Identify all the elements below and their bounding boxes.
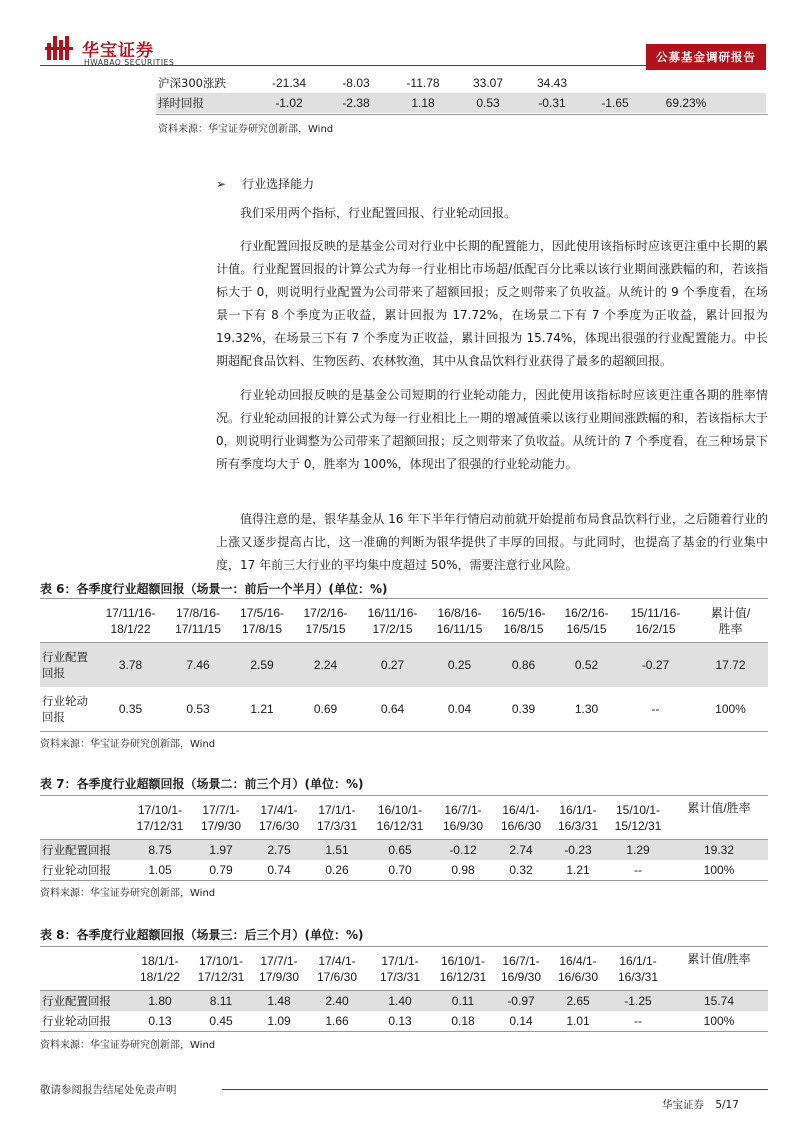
column-header: 17/7/1- 17/9/30 (250, 947, 308, 991)
page-header (0, 0, 800, 75)
table-cell: 100% (703, 862, 735, 877)
footer-company: 华宝证券 (662, 1099, 704, 1111)
table-cell: 2.40 (308, 991, 366, 1011)
column-header: 15/10/1- 15/12/31 (606, 796, 670, 840)
section-heading-text: 行业选择能力 (242, 177, 315, 191)
table-cell: 69.23% (646, 93, 726, 113)
table-cell: 19.32 (670, 840, 768, 860)
table-cell: 2.59 (231, 643, 293, 687)
column-header: 17/10/1- 17/12/31 (128, 796, 192, 840)
table-cell: 0.70 (388, 862, 412, 877)
column-header: 累计值/ 胜率 (693, 599, 768, 643)
table-row (40, 643, 768, 687)
source-note: 资料来源：华宝证券研究创新部，Wind (40, 1040, 216, 1051)
table-row (156, 73, 766, 93)
table-cell: 1.48 (250, 991, 308, 1011)
table-cell: 100% (703, 1013, 735, 1028)
table-cell: 1.21 (250, 701, 274, 716)
row-label: 择时回报 (156, 93, 256, 113)
table-cell: 0.27 (358, 643, 427, 687)
brand-name-cn: 华宝证券 (82, 41, 154, 61)
table-cell: 0.13 (388, 1013, 412, 1028)
table-cell: 8.11 (192, 991, 250, 1011)
table-cell: 0.45 (209, 1013, 233, 1028)
table-header-row (40, 599, 768, 643)
table-cell: 0.53 (456, 93, 520, 113)
table-cell: 0.14 (509, 1013, 533, 1028)
table-cell: -21.34 (271, 76, 307, 90)
table-cell: 1.40 (366, 991, 434, 1011)
header-divider (40, 65, 650, 66)
table-cell: -0.97 (492, 991, 550, 1011)
table-cell: 0.65 (366, 840, 434, 860)
column-header: 16/11/16- 17/2/15 (358, 599, 427, 643)
column-header: 17/8/16- 17/11/15 (165, 599, 231, 643)
column-header: 16/1/1- 16/3/31 (606, 947, 670, 991)
table-cell: -- (634, 862, 642, 877)
table-caption: 表 7：各季度行业超额回报（场景二：前三个月）(单位：%) (40, 777, 364, 791)
row-label: 沪深300涨跌 (158, 76, 226, 90)
table-cell: 2.75 (250, 840, 308, 860)
table-cell: -0.12 (434, 840, 492, 860)
table-row (40, 1011, 768, 1031)
table-cell: 1.51 (308, 840, 366, 860)
table-cell: 0.74 (267, 862, 291, 877)
column-header: 15/11/16- 16/2/15 (618, 599, 693, 643)
table-cell: -1.65 (584, 93, 646, 113)
table-cell: 0.39 (511, 701, 536, 716)
table-cell: 0.64 (380, 701, 405, 716)
table-cell: 1.09 (267, 1013, 291, 1028)
table-cell: 2.24 (293, 643, 358, 687)
paragraph: 行业配置回报反映的是基金公司对行业中长期的配置能力，因此使用该指标时应该更注重中长期的累计值。行业配置回报的计算公式为每一行业相比市场超/低配百分比乘以该行业期间涨跌幅的和，若该指标大于 0，则说明行业配置为公司带来了超额回报；反之则带来了负收益。从统计的 9 个季度看，在场景一下有 8 个季度为正收益，累计回报为 17.72%，在场景二下有 7 个季度为正收益，累计回报为 19.32%，在场景三下有 7 个季度为正收益，累计回报为 15.74%，体现出很强的行业配置能力。中长期超配食品饮料、生物医药、农林牧渔，其中从食品饮料行业获得了最多的超额回报。 (216, 239, 769, 368)
column-header: 18/1/1- 18/1/22 (128, 947, 192, 991)
column-header: 16/7/1- 16/9/30 (434, 796, 492, 840)
table-cell: 0.13 (148, 1013, 172, 1028)
paragraph: 值得注意的是，银华基金从 16 年下半年行情启动前就开始提前布局食品饮料行业，之后随着行业的上涨又逐步提高占比，这一准确的判断为银华提供了丰厚的回报。与此同时，也提高了基金的行业集中度，17 年前三大行业的平均集中度超过 50%，需要注意行业风险。 (216, 512, 768, 572)
table-cell: 17.72 (693, 643, 768, 687)
column-header: 17/2/16- 17/5/15 (293, 599, 358, 643)
table-cell: 1.01 (566, 1013, 590, 1028)
table-cell: 0.04 (447, 701, 472, 716)
row-label: 行业轮动 回报 (42, 693, 88, 724)
column-header: 累计值/胜率 (670, 947, 768, 991)
table-cell (584, 73, 646, 93)
row-label: 行业配置 回报 (40, 643, 96, 687)
table-cell: 0.52 (555, 643, 618, 687)
industry-excess-return-table-1 (40, 598, 768, 731)
table-caption: 表 8：各季度行业超额回报（场景三：后三个月）(单位：%) (40, 928, 364, 942)
column-header: 17/1/1- 17/3/31 (366, 947, 434, 991)
column-header: 17/4/1- 17/6/30 (250, 796, 308, 840)
hwabao-logo-icon (45, 34, 77, 62)
table-header-row (40, 796, 768, 840)
table-cell: 0.79 (209, 862, 233, 877)
table-cell: 7.46 (165, 643, 231, 687)
column-header: 17/4/1- 17/6/30 (308, 947, 366, 991)
table-cell: 3.78 (96, 643, 165, 687)
row-label: 行业配置回报 (40, 840, 128, 860)
table-bottom-rule (40, 731, 768, 732)
table-cell: 0.32 (509, 862, 533, 877)
table-cell: 100% (715, 701, 746, 716)
table-cell: 1.18 (390, 93, 456, 113)
table-cell: 0.11 (434, 991, 492, 1011)
table-cell: 0.26 (325, 862, 349, 877)
arrow-right-icon: ➢ (216, 177, 227, 191)
table-cell: 1.05 (148, 862, 172, 877)
paragraph: 我们采用两个指标，行业配置回报、行业轮动回报。 (240, 206, 517, 220)
source-note: 资料来源：华宝证券研究创新部，Wind (158, 124, 334, 135)
column-header: 16/7/1- 16/9/30 (492, 947, 550, 991)
table-cell: 0.98 (451, 862, 475, 877)
column-header: 16/5/16- 16/8/15 (492, 599, 555, 643)
brand-name-en: HWABAO SECURITIES (84, 58, 175, 67)
table-cell: -1.02 (256, 93, 322, 113)
column-header: 16/4/1- 16/6/30 (550, 947, 606, 991)
report-type-badge: 公募基金调研报告 (646, 44, 766, 70)
table-cell: 1.30 (574, 701, 599, 716)
table-row (40, 991, 768, 1011)
column-header: 17/7/1- 17/9/30 (192, 796, 250, 840)
table-cell: 15.74 (670, 991, 768, 1011)
row-label: 行业轮动回报 (42, 862, 111, 877)
timing-return-table (156, 73, 766, 113)
table-cell: 0.18 (451, 1013, 475, 1028)
source-note: 资料来源：华宝证券研究创新部，Wind (40, 888, 216, 899)
table-cell (646, 73, 726, 93)
industry-excess-return-table-2 (40, 795, 768, 880)
table-cell: -0.31 (520, 93, 584, 113)
table-cell: -1.25 (606, 991, 670, 1011)
column-header: 16/4/1- 16/6/30 (492, 796, 550, 840)
column-header: 17/5/16- 17/8/15 (231, 599, 293, 643)
industry-excess-return-table-3 (40, 946, 768, 1031)
column-header: 16/8/16- 16/11/15 (427, 599, 492, 643)
column-header: 17/11/16- 18/1/22 (96, 599, 165, 643)
table-cell: 33.07 (472, 76, 504, 90)
table-cell: 0.86 (492, 643, 555, 687)
page-footer (662, 1097, 739, 1112)
row-label: 行业配置回报 (40, 991, 128, 1011)
table-caption: 表 6：各季度行业超额回报（场景一：前后一个半月）(单位：%) (40, 582, 388, 596)
table-cell: 2.65 (550, 991, 606, 1011)
column-header: 17/10/1- 17/12/31 (192, 947, 250, 991)
table-cell: -0.23 (550, 840, 606, 860)
paragraph: 行业轮动回报反映的是基金公司短期的行业轮动能力，因此使用该指标时应该更注重各期的胜率情况。行业轮动回报的计算公式为每一行业相比上一期的增减值乘以该行业期间涨跌幅的和，若该指标大于 0，则说明行业调整为公司带来了超额回报；反之则带来了负收益。从统计的 7 个季度看，在三种场景下所有季度均大于 0，胜率为 100%，体现出了很强的行业轮动能力。 (216, 388, 769, 471)
table-row (156, 93, 766, 113)
table-cell: 1.21 (566, 862, 590, 877)
table-bottom-rule (40, 1031, 768, 1032)
row-label: 行业轮动回报 (42, 1013, 111, 1028)
table-cell: 1.66 (325, 1013, 349, 1028)
table-cell: 2.74 (492, 840, 550, 860)
disclaimer-note: 敬请参阅报告结尾处免责声明 (40, 1084, 177, 1096)
table-cell: 1.29 (606, 840, 670, 860)
column-header: 累计值/胜率 (670, 796, 768, 840)
column-header: 17/1/1- 17/3/31 (308, 796, 366, 840)
table-bottom-rule (40, 880, 768, 881)
footer-divider (222, 1089, 768, 1090)
column-header: 16/10/1- 16/12/31 (366, 796, 434, 840)
table-cell: -8.03 (342, 76, 370, 90)
table-cell: 1.97 (192, 840, 250, 860)
table-cell: -- (651, 701, 660, 716)
source-note: 资料来源：华宝证券研究创新部，Wind (40, 739, 216, 750)
table-cell: -- (634, 1013, 642, 1028)
table-cell: -11.78 (406, 76, 440, 90)
section-heading (216, 175, 314, 192)
table-cell: 0.35 (118, 701, 143, 716)
table-header-row (40, 947, 768, 991)
table-bottom-rule (156, 114, 768, 115)
table-row (40, 840, 768, 860)
column-header: 16/2/16- 16/5/15 (555, 599, 618, 643)
table-cell: 0.25 (427, 643, 492, 687)
table-cell: 1.80 (128, 991, 192, 1011)
column-header: 16/1/1- 16/3/31 (550, 796, 606, 840)
table-row (40, 860, 768, 880)
table-cell: 8.75 (128, 840, 192, 860)
table-cell: 0.69 (313, 701, 338, 716)
table-cell: -2.38 (322, 93, 390, 113)
column-header: 16/10/1- 16/12/31 (434, 947, 492, 991)
table-cell: 34.43 (536, 76, 568, 90)
page-number: 5/17 (715, 1099, 739, 1111)
table-row (40, 687, 768, 731)
table-cell: 0.53 (186, 701, 210, 716)
table-cell: -0.27 (618, 643, 693, 687)
